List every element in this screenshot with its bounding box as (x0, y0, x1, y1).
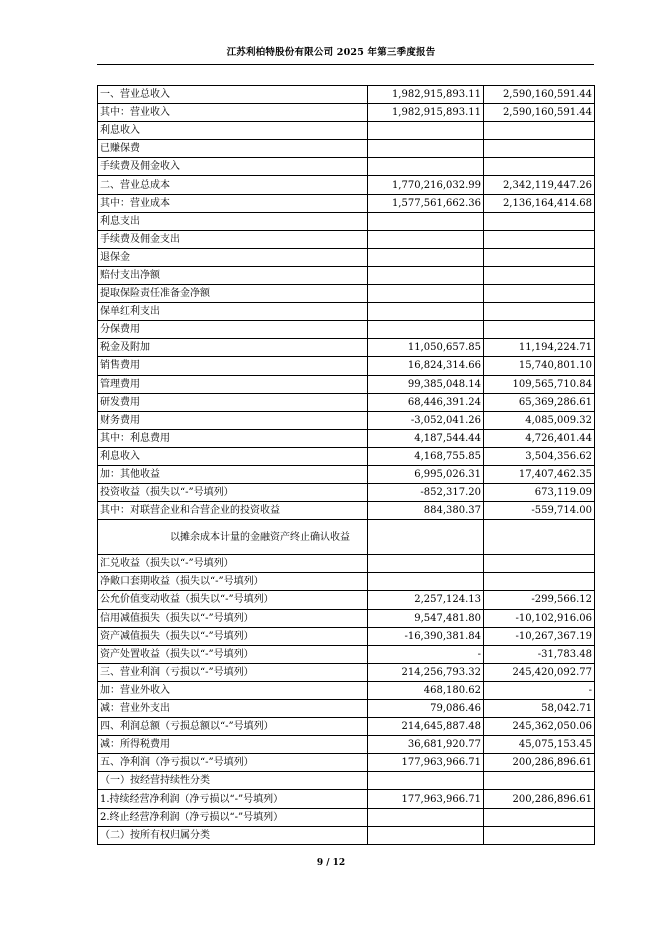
table-row (98, 375, 595, 393)
row-label: 其中：营业收入 (98, 104, 368, 122)
table-row (98, 772, 595, 790)
row-label: 其中：营业成本 (98, 194, 368, 212)
prior-period-value: 58,042.71 (484, 700, 595, 718)
table-row (98, 104, 595, 122)
row-label: 资产处置收益（损失以“-”号填列） (98, 645, 368, 663)
row-label: 2.终止经营净利润（净亏损以“-”号填列） (98, 808, 368, 826)
row-label: 资产减值损失（损失以“-”号填列） (98, 627, 368, 645)
prior-period-value: 2,342,119,447.26 (484, 176, 595, 194)
current-period-value: 1,982,915,893.11 (368, 86, 484, 104)
prior-period-value (484, 772, 595, 790)
current-period-value: - (368, 645, 484, 663)
header-divider (97, 64, 594, 65)
row-label: 加：营业外收入 (98, 681, 368, 699)
prior-period-value (484, 826, 595, 844)
row-label: 减：所得税费用 (98, 736, 368, 754)
row-label: （一）按经营持续性分类 (98, 772, 368, 790)
prior-period-value (484, 230, 595, 248)
current-period-value (368, 248, 484, 266)
row-label: 退保金 (98, 248, 368, 266)
current-period-value (368, 266, 484, 284)
row-label: 保单红利支出 (98, 303, 368, 321)
current-period-value: 4,168,755.85 (368, 447, 484, 465)
current-period-value: 16,824,314.66 (368, 357, 484, 375)
row-label: 四、利润总额（亏损总额以“-”号填列） (98, 718, 368, 736)
table-row (98, 736, 595, 754)
prior-period-value (484, 573, 595, 591)
table-row (98, 158, 595, 176)
prior-period-value: 109,565,710.84 (484, 375, 595, 393)
table-row (98, 484, 595, 502)
prior-period-value: -559,714.00 (484, 502, 595, 520)
row-label: 二、营业总成本 (98, 176, 368, 194)
table-row (98, 808, 595, 826)
row-label: 利息收入 (98, 447, 368, 465)
table-row (98, 645, 595, 663)
current-period-value: 468,180.62 (368, 681, 484, 699)
prior-period-value: -10,267,367.19 (484, 627, 595, 645)
current-period-value (368, 573, 484, 591)
current-period-value (368, 230, 484, 248)
row-label: 提取保险责任准备金净额 (98, 285, 368, 303)
prior-period-value: 673,119.09 (484, 484, 595, 502)
row-label: 1.持续经营净利润（净亏损以“-”号填列） (98, 790, 368, 808)
row-label: 研发费用 (98, 393, 368, 411)
current-period-value: 99,385,048.14 (368, 375, 484, 393)
row-label: 管理费用 (98, 375, 368, 393)
row-label: 税金及附加 (98, 339, 368, 357)
prior-period-value (484, 158, 595, 176)
row-label: 公允价值变动收益（损失以“-”号填列） (98, 591, 368, 609)
table-row (98, 393, 595, 411)
prior-period-value: 200,286,896.61 (484, 754, 595, 772)
prior-period-value: 45,075,153.45 (484, 736, 595, 754)
income-statement-table (97, 85, 595, 845)
prior-period-value: 2,590,160,591.44 (484, 86, 595, 104)
table-row (98, 609, 595, 627)
table-row (98, 411, 595, 429)
table-row (98, 140, 595, 158)
table-row (98, 754, 595, 772)
current-period-value: -3,052,041.26 (368, 411, 484, 429)
table-row (98, 285, 595, 303)
current-period-value: 36,681,920.77 (368, 736, 484, 754)
row-label: 信用减值损失（损失以“-”号填列） (98, 609, 368, 627)
prior-period-value (484, 285, 595, 303)
row-label: 减：营业外支出 (98, 700, 368, 718)
table-row (98, 212, 595, 230)
table-row (98, 248, 595, 266)
prior-period-value (484, 212, 595, 230)
row-label: 销售费用 (98, 357, 368, 375)
table-row (98, 303, 595, 321)
current-period-value (368, 122, 484, 140)
current-period-value: -16,390,381.84 (368, 627, 484, 645)
prior-period-value: 11,194,224.71 (484, 339, 595, 357)
table-row (98, 176, 595, 194)
current-period-value (368, 285, 484, 303)
table-row (98, 591, 595, 609)
prior-period-value: 4,085,009.32 (484, 411, 595, 429)
row-label: 投资收益（损失以“-”号填列） (98, 484, 368, 502)
current-period-value: 1,577,561,662.36 (368, 194, 484, 212)
prior-period-value (484, 555, 595, 573)
row-label: 利息支出 (98, 212, 368, 230)
prior-period-value (484, 140, 595, 158)
row-label: 汇兑收益（损失以“-”号填列） (98, 555, 368, 573)
report-header-title: 江苏利柏特股份有限公司 2025 年第三季度报告 (226, 47, 436, 58)
current-period-value: 6,995,026.31 (368, 465, 484, 483)
current-period-value: -852,317.20 (368, 484, 484, 502)
row-label: 其中：利息费用 (98, 429, 368, 447)
current-period-value (368, 555, 484, 573)
current-period-value (368, 321, 484, 339)
row-label: 三、营业利润（亏损以“-”号填列） (98, 663, 368, 681)
prior-period-value (484, 303, 595, 321)
prior-period-value: -10,102,916.06 (484, 609, 595, 627)
table-row (98, 321, 595, 339)
prior-period-value (484, 248, 595, 266)
current-period-value: 79,086.46 (368, 700, 484, 718)
table-row (98, 357, 595, 375)
prior-period-value: 245,420,092.77 (484, 663, 595, 681)
row-label: 赔付支出净额 (98, 266, 368, 284)
prior-period-value (484, 520, 595, 555)
table-row (98, 573, 595, 591)
prior-period-value (484, 122, 595, 140)
row-label: 净敞口套期收益（损失以“-”号填列） (98, 573, 368, 591)
prior-period-value: -31,783.48 (484, 645, 595, 663)
current-period-value (368, 772, 484, 790)
current-period-value (368, 158, 484, 176)
prior-period-value: 3,504,356.62 (484, 447, 595, 465)
current-period-value (368, 140, 484, 158)
row-label: 加：其他收益 (98, 465, 368, 483)
table-row (98, 86, 595, 104)
table-row (98, 465, 595, 483)
prior-period-value: 2,590,160,591.44 (484, 104, 595, 122)
current-period-value (368, 303, 484, 321)
row-label: 分保费用 (98, 321, 368, 339)
prior-period-value: 4,726,401.44 (484, 429, 595, 447)
prior-period-value: 17,407,462.35 (484, 465, 595, 483)
current-period-value: 214,256,793.32 (368, 663, 484, 681)
current-period-value: 68,446,391.24 (368, 393, 484, 411)
table-row (98, 681, 595, 699)
row-label: 一、营业总收入 (98, 86, 368, 104)
current-period-value (368, 826, 484, 844)
prior-period-value (484, 266, 595, 284)
income-statement-body (98, 86, 595, 845)
table-row (98, 339, 595, 357)
current-period-value (368, 212, 484, 230)
table-row (98, 663, 595, 681)
row-label: 利息收入 (98, 122, 368, 140)
prior-period-value: 15,740,801.10 (484, 357, 595, 375)
row-label: 已赚保费 (98, 140, 368, 158)
row-label: 手续费及佣金收入 (98, 158, 368, 176)
current-period-value: 177,963,966.71 (368, 754, 484, 772)
table-row (98, 790, 595, 808)
row-label: 财务费用 (98, 411, 368, 429)
prior-period-value: 2,136,164,414.68 (484, 194, 595, 212)
table-row (98, 447, 595, 465)
row-label: 手续费及佣金支出 (98, 230, 368, 248)
table-row (98, 826, 595, 844)
row-label: （二）按所有权归属分类 (98, 826, 368, 844)
current-period-value (368, 520, 484, 555)
current-period-value: 9,547,481.80 (368, 609, 484, 627)
prior-period-value: 245,362,050.06 (484, 718, 595, 736)
current-period-value: 2,257,124.13 (368, 591, 484, 609)
page-number: 9 / 12 (316, 858, 346, 868)
current-period-value: 214,645,887.48 (368, 718, 484, 736)
prior-period-value: - (484, 681, 595, 699)
table-row (98, 555, 595, 573)
current-period-value: 4,187,544.44 (368, 429, 484, 447)
prior-period-value: 65,369,286.61 (484, 393, 595, 411)
current-period-value: 1,982,915,893.11 (368, 104, 484, 122)
prior-period-value (484, 321, 595, 339)
prior-period-value (484, 808, 595, 826)
table-row (98, 230, 595, 248)
current-period-value: 177,963,966.71 (368, 790, 484, 808)
table-row (98, 700, 595, 718)
prior-period-value: -299,566.12 (484, 591, 595, 609)
table-row (98, 194, 595, 212)
table-row (98, 520, 595, 555)
row-label: 其中：对联营企业和合营企业的投资收益 (98, 502, 368, 520)
row-label: 五、净利润（净亏损以“-”号填列） (98, 754, 368, 772)
table-row (98, 627, 595, 645)
prior-period-value: 200,286,896.61 (484, 790, 595, 808)
current-period-value: 1,770,216,032.99 (368, 176, 484, 194)
table-row (98, 718, 595, 736)
table-row (98, 429, 595, 447)
table-row (98, 502, 595, 520)
current-period-value: 11,050,657.85 (368, 339, 484, 357)
current-period-value (368, 808, 484, 826)
row-label: 以摊余成本计量的金融资产终止确认收益 (98, 520, 368, 555)
table-row (98, 266, 595, 284)
current-period-value: 884,380.37 (368, 502, 484, 520)
table-row (98, 122, 595, 140)
